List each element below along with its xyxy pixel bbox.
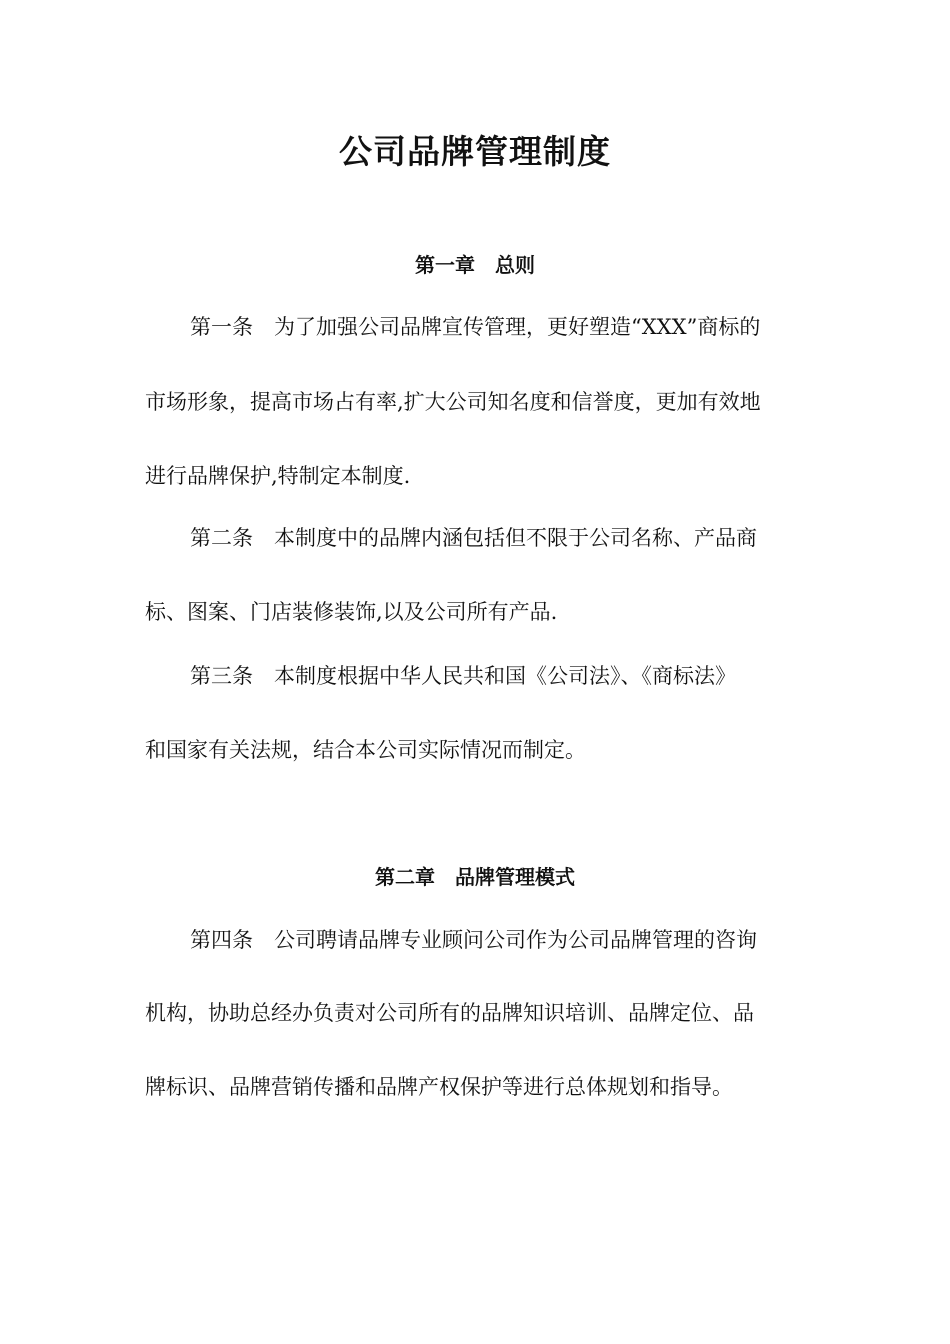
article-2-line-1: 第二条 本制度中的品牌内涵包括但不限于公司名称、产品商 bbox=[190, 526, 757, 550]
article-2-line-2: 标、图案、门店装修装饰,以及公司所有产品. bbox=[145, 600, 558, 624]
article-1-line-1: 第一条 为了加强公司品牌宣传管理，更好塑造“XXX”商标的 bbox=[190, 315, 761, 339]
article-1-line-2: 市场形象，提高市场占有率,扩大公司知名度和信誉度，更加有效地 bbox=[145, 390, 761, 414]
article-4-line-3: 牌标识、品牌营销传播和品牌产权保护等进行总体规划和指导。 bbox=[145, 1075, 733, 1099]
article-3-line-1: 第三条 本制度根据中华人民共和国《公司法》、《商标法》 bbox=[190, 664, 736, 688]
article-3-line-2: 和国家有关法规，结合本公司实际情况而制定。 bbox=[145, 738, 586, 762]
article-4-line-1: 第四条 公司聘请品牌专业顾问公司作为公司品牌管理的咨询 bbox=[190, 928, 757, 952]
chapter-heading-2: 第二章 品牌管理模式 bbox=[375, 865, 575, 889]
article-4-line-2: 机构，协助总经办负责对公司所有的品牌知识培训、品牌定位、品 bbox=[145, 1001, 754, 1025]
article-1-line-3: 进行品牌保护,特制定本制度. bbox=[145, 464, 411, 488]
document-title: 公司品牌管理制度 bbox=[339, 132, 611, 171]
chapter-heading-1: 第一章 总则 bbox=[415, 253, 535, 277]
